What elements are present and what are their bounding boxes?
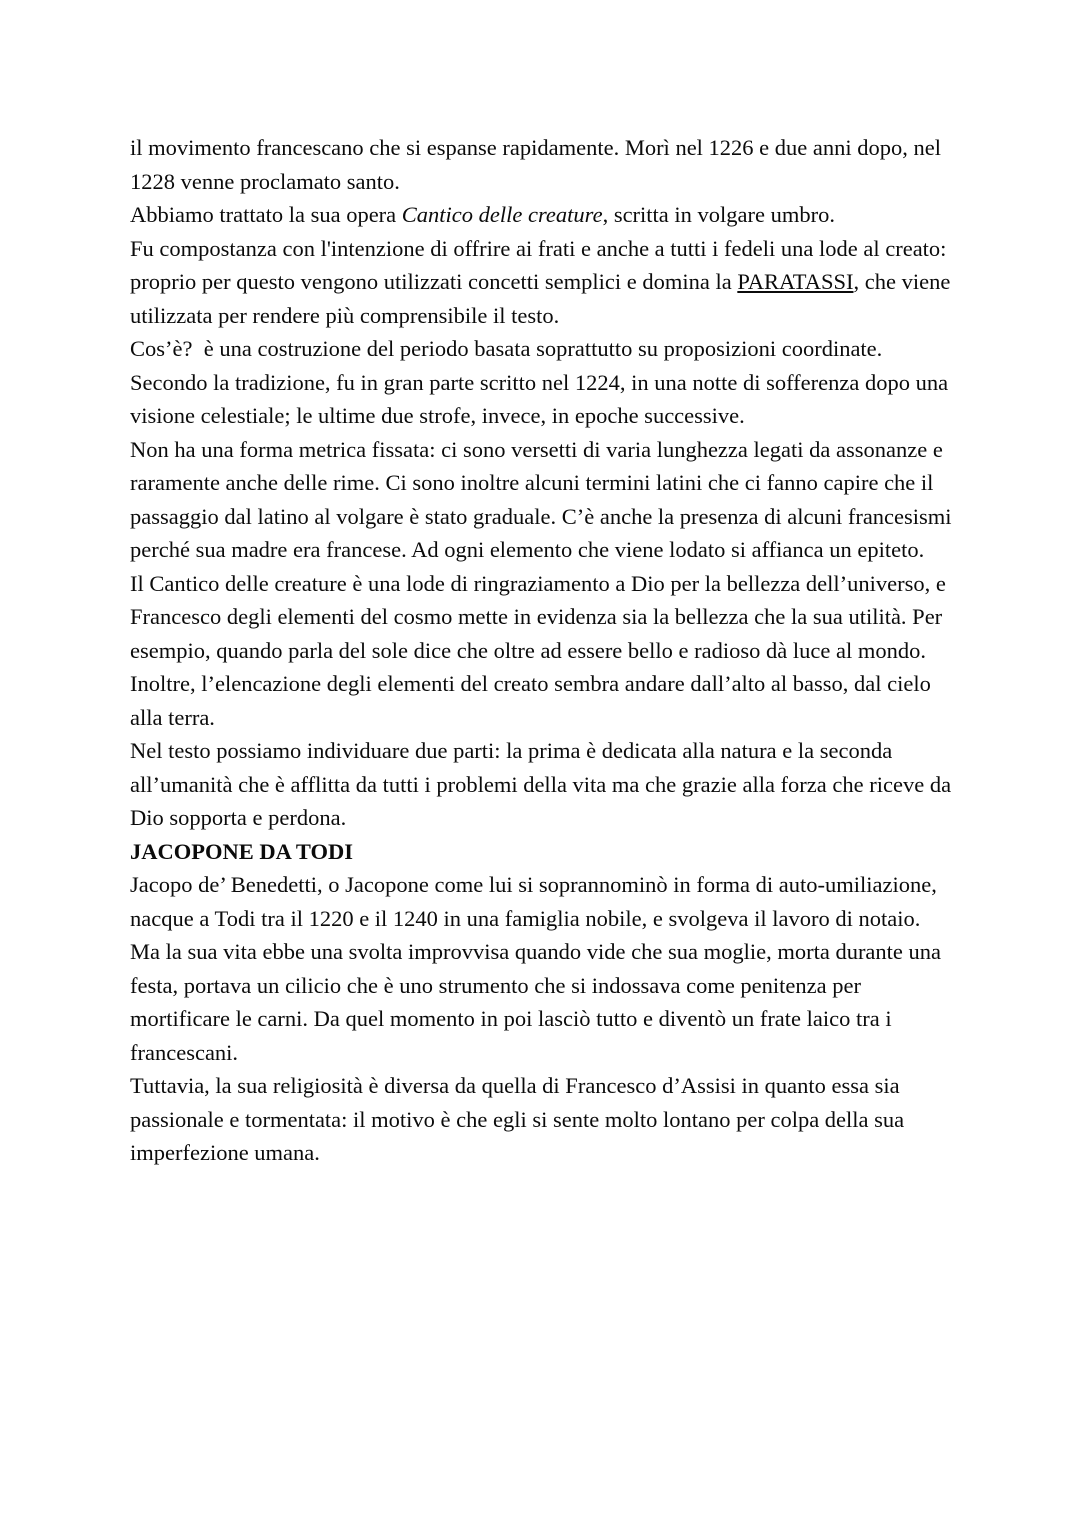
text-run: Il Cantico delle creature è una lode di ringraziamento a Dio per la bellezza dell’universo, e Francesco degli elementi del cosmo mette in evidenza sia la bellezza che la sua utilità. Per esempio, quando parla del sole dice che oltre ad essere bello e radioso dà luce al mondo. Inoltre, l’elencazione degli elementi del creato sembra andare dall’alto al basso, dal cielo alla terra.: [130, 570, 946, 730]
text-run-bold: JACOPONE DA TODI: [130, 838, 353, 864]
paragraph-forma-metrica: [130, 433, 958, 567]
paragraph-paratassi: [130, 232, 958, 333]
paragraph-cantico-intro: [130, 198, 958, 232]
text-run: il movimento francescano che si espanse rapidamente. Morì nel 1226 e due anni dopo, nel 1228 venne proclamato santo.: [130, 135, 941, 194]
text-run: Tuttavia, la sua religiosità è diversa da quella di Francesco d’Assisi in quanto essa sia passionale e tormentata: il motivo è che egli si sente molto lontano per colpa della sua imperfezione umana.: [130, 1073, 905, 1165]
text-run: Non ha una forma metrica fissata: ci sono versetti di varia lunghezza legati da assonanze e raramente anche delle rime. Ci sono inoltre alcuni termini latini che ci fanno capire che il passaggio dal latino al volgare è stato graduale. C’è anche la presenza di alcuni francesismi perché sua madre era francese. Ad ogni elemento che viene lodato si affianca un epiteto.: [130, 436, 952, 562]
text-run: Abbiamo trattato la sua opera: [130, 202, 402, 227]
paragraph-svolta-vita: [130, 935, 958, 1069]
paragraph-jacopone-bio: [130, 868, 958, 935]
text-run-underline-paratassi: PARATASSI: [737, 269, 854, 294]
text-run: Nel testo possiamo individuare due parti: la prima è dedicata alla natura e la seconda all’umanità che è afflitta da tutti i problemi della vita ma che grazie alla forza che riceve da Dio sopporta e perdona.: [130, 738, 952, 830]
text-run: Ma la sua vita ebbe una svolta improvvisa quando vide che sua moglie, morta durante una festa, portava un cilicio che è uno strumento che si indossava come penitenza per mortificare le carni. Da quel momento in poi lasciò tutto e diventò un frate laico tra i francescani.: [130, 939, 942, 1065]
text-run: , scritta in volgare umbro.: [602, 202, 836, 227]
text-run: Fu compostanza con l'intenzione di offrire ai frati e anche a tutti i fedeli una lode al creato: proprio per questo vengono utilizzati concetti semplici e domina la: [130, 235, 947, 294]
text-run-italic-cantico-title: Cantico delle creature: [401, 202, 603, 227]
paragraph-paratassi-definition: [130, 332, 958, 366]
text-run: Secondo la tradizione, fu in gran parte scritto nel 1224, in una notte di sofferenza dopo una visione celestiale; le ultime due strofe, invece, in epoche successive.: [130, 369, 949, 428]
paragraph-religiosita: [130, 1069, 958, 1170]
paragraph-tradizione-1224: [130, 366, 958, 433]
text-run: Cos’è? è una costruzione del periodo basata soprattutto su proposizioni coordinate.: [130, 336, 883, 361]
text-content: [130, 131, 958, 1170]
paragraph-due-parti: [130, 734, 958, 835]
paragraph-lode-ringraziamento: [130, 567, 958, 735]
section-heading-jacopone-da-todi: [130, 835, 958, 869]
paragraph-francesco-death: [130, 131, 958, 198]
text-run: , che viene utilizzata per rendere più comprensibile il testo.: [130, 269, 951, 328]
text-run: Jacopo de’ Benedetti, o Jacopone come lui si soprannominò in forma di auto-umiliazione, nacque a Todi tra il 1220 e il 1240 in una famiglia nobile, e svolgeva il lavoro di notaio.: [130, 872, 937, 931]
